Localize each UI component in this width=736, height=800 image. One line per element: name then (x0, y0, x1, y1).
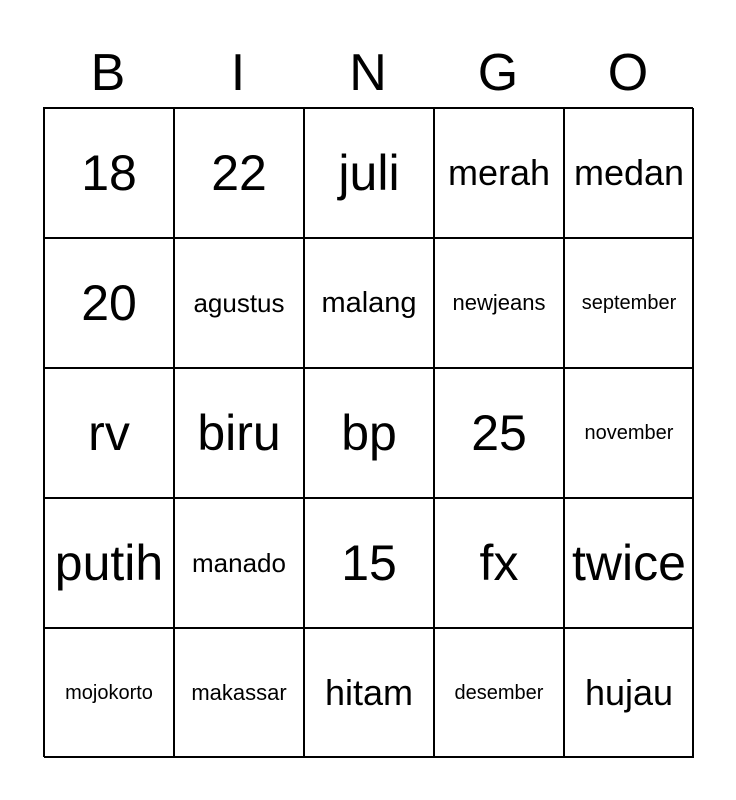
cell-text: fx (479, 535, 519, 591)
bingo-cell[interactable] (564, 108, 694, 238)
bingo-cell[interactable] (174, 628, 304, 758)
cell-text: 15 (341, 535, 397, 591)
bingo-cell[interactable] (304, 238, 434, 368)
cell-text: bp (341, 405, 397, 461)
bingo-cell[interactable] (44, 108, 174, 238)
cell-text: 22 (211, 145, 267, 201)
bingo-cell[interactable] (564, 368, 694, 498)
bingo-cell[interactable] (44, 238, 174, 368)
bingo-cell[interactable] (304, 628, 434, 758)
header-letter-n: N (349, 44, 387, 102)
bingo-cell[interactable] (44, 628, 174, 758)
bingo-cell[interactable] (304, 498, 434, 628)
cell-text: biru (197, 405, 281, 461)
cell-text: juli (338, 145, 400, 201)
cell-text: 20 (81, 275, 137, 331)
cell-text: agustus (193, 287, 285, 318)
bingo-card (43, 40, 693, 757)
cell-text: manado (192, 547, 286, 578)
cell-text: hitam (324, 672, 414, 713)
cell-text: putih (54, 535, 164, 591)
cell-text: 25 (471, 405, 527, 461)
bingo-cell[interactable] (174, 238, 304, 368)
bingo-cell[interactable] (564, 628, 694, 758)
bingo-header (43, 40, 693, 107)
bingo-cell[interactable] (174, 498, 304, 628)
cell-text: 18 (81, 145, 137, 201)
header-letter-i: I (230, 44, 246, 102)
cell-text: medan (573, 152, 685, 193)
bingo-cell[interactable] (434, 238, 564, 368)
bingo-cell[interactable] (174, 108, 304, 238)
bingo-cell[interactable] (434, 628, 564, 758)
cell-text: malang (321, 286, 417, 319)
cell-text: rv (88, 405, 130, 461)
header-letter-b: B (90, 44, 126, 102)
bingo-cell[interactable] (174, 368, 304, 498)
cell-text: merah (447, 152, 551, 193)
bingo-cell[interactable] (564, 238, 694, 368)
cell-text: november (584, 421, 674, 444)
header-letter-o: O (607, 44, 649, 102)
cell-text: hujau (584, 672, 674, 713)
bingo-cell[interactable] (304, 108, 434, 238)
bingo-cell[interactable] (434, 498, 564, 628)
bingo-cell[interactable] (304, 368, 434, 498)
cell-text: september (581, 291, 677, 314)
cell-text: mojokorto (65, 681, 153, 704)
bingo-cell[interactable] (564, 498, 694, 628)
cell-text: desember (454, 681, 544, 704)
bingo-cell[interactable] (434, 108, 564, 238)
bingo-grid (43, 107, 693, 757)
bingo-cell[interactable] (44, 368, 174, 498)
bingo-cell[interactable] (44, 498, 174, 628)
bingo-cell[interactable] (434, 368, 564, 498)
cell-text: makassar (191, 680, 287, 705)
header-letter-g: G (477, 44, 519, 102)
cell-text: twice (572, 535, 686, 591)
cell-text: newjeans (452, 290, 546, 315)
